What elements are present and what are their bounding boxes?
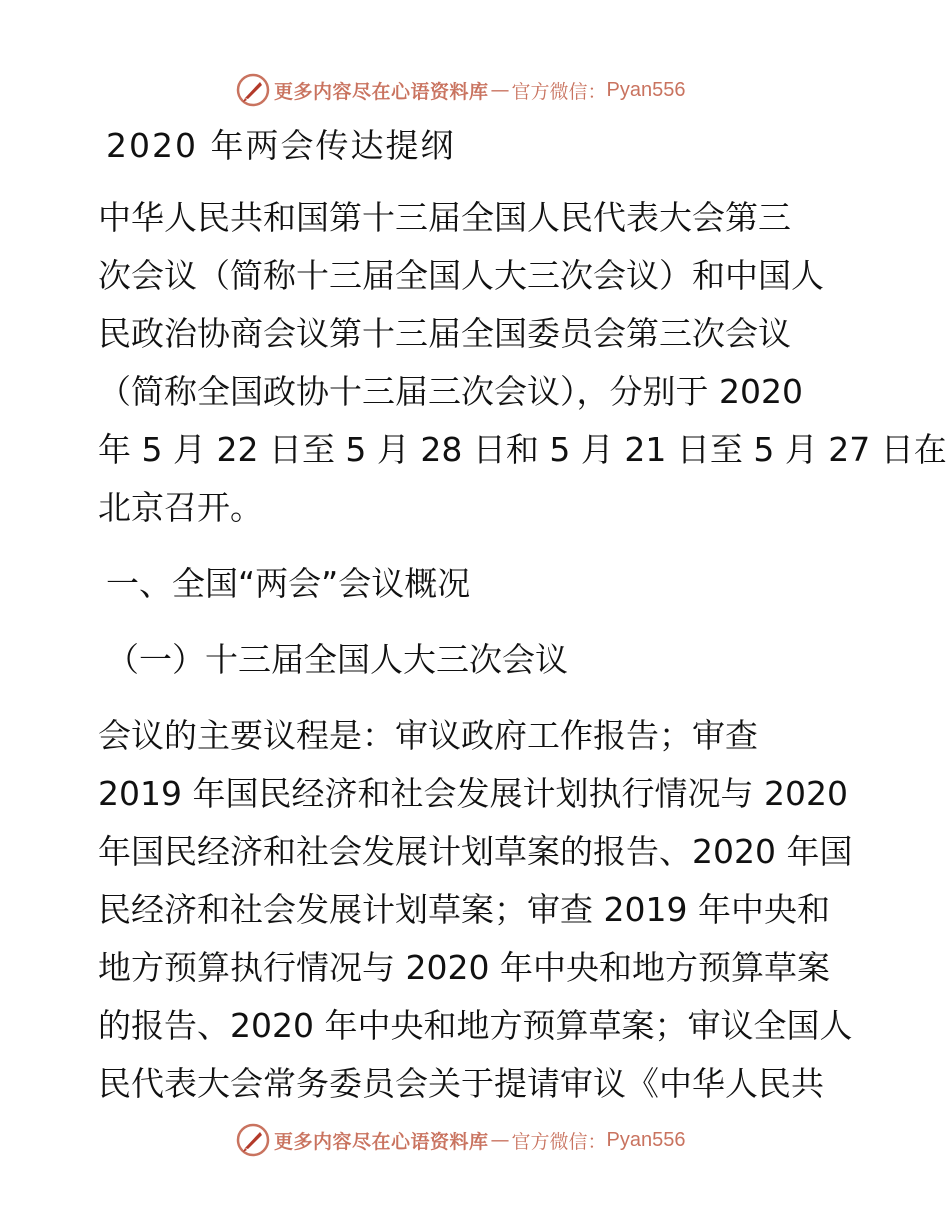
intro-line-3: 民政治协商会议第十三届全国委员会第三次会议 bbox=[98, 314, 791, 353]
agenda-line-3: 年国民经济和社会发展计划草案的报告、2020 年国 bbox=[98, 832, 853, 871]
intro-line-4: （简称全国政协十三届三次会议），分别于 2020 bbox=[98, 372, 803, 411]
watermark-slogan: 更多内容尽在心语资料库 bbox=[274, 1130, 489, 1153]
watermark-wechat-label: 官方微信： bbox=[511, 80, 607, 103]
watermark-wechat-id: Pyan556 bbox=[606, 78, 686, 101]
agenda-line-6: 的报告、2020 年中央和地方预算草案；审议全国人 bbox=[98, 1006, 853, 1045]
agenda-line-2: 2019 年国民经济和社会发展计划执行情况与 2020 bbox=[98, 774, 848, 813]
quill-logo-icon bbox=[236, 1123, 270, 1157]
agenda-line-7: 民代表大会常务委员会关于提请审议《中华人民共 bbox=[98, 1064, 824, 1103]
quill-logo-icon bbox=[236, 73, 270, 107]
agenda-line-1: 会议的主要议程是：审议政府工作报告；审查 bbox=[98, 716, 758, 755]
intro-line-6: 北京召开。 bbox=[98, 488, 263, 527]
watermark-dash: — bbox=[490, 1129, 510, 1151]
header-watermark bbox=[236, 72, 686, 108]
intro-line-2: 次会议（简称十三届全国人大三次会议）和中国人 bbox=[98, 256, 824, 295]
watermark-wechat-id: Pyan556 bbox=[606, 1128, 686, 1151]
agenda-line-4: 民经济和社会发展计划草案；审查 2019 年中央和 bbox=[98, 890, 830, 929]
subsection-heading: （一）十三届全国人大三次会议 bbox=[106, 640, 568, 679]
intro-line-1: 中华人民共和国第十三届全国人民代表大会第三 bbox=[98, 198, 791, 237]
watermark-dash: — bbox=[490, 79, 510, 101]
footer-watermark bbox=[236, 1122, 686, 1158]
intro-line-5: 年 5 月 22 日至 5 月 28 日和 5 月 21 日至 5 月 27 日在 bbox=[98, 430, 947, 469]
section-heading: 一、全国“两会”会议概况 bbox=[106, 564, 471, 603]
watermark-wechat-label: 官方微信： bbox=[511, 1130, 607, 1153]
document-title: 2020 年两会传达提纲 bbox=[106, 126, 456, 165]
agenda-line-5: 地方预算执行情况与 2020 年中央和地方预算草案 bbox=[98, 948, 830, 987]
watermark-slogan: 更多内容尽在心语资料库 bbox=[274, 80, 489, 103]
